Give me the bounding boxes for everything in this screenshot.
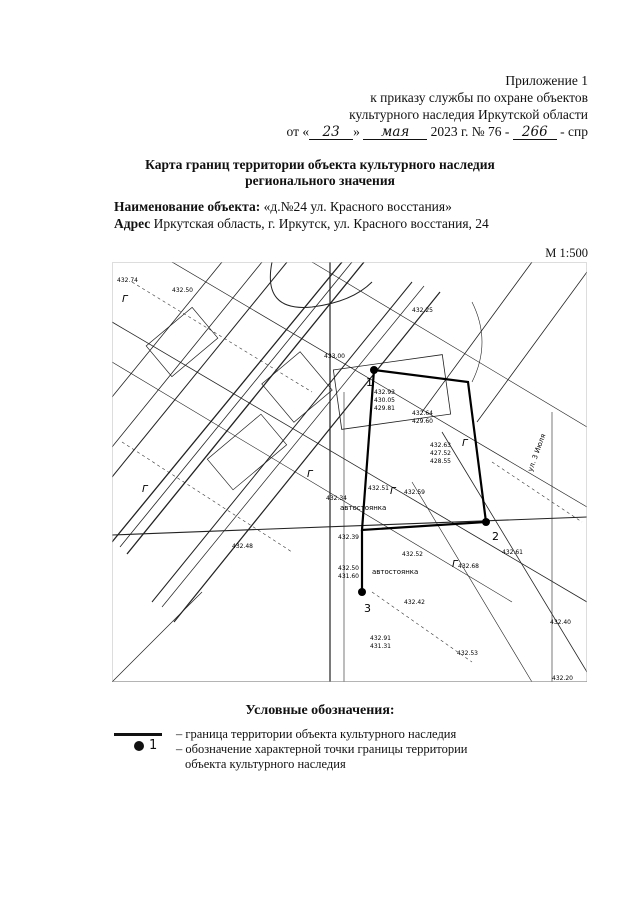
elevation-mark: 430.05	[374, 397, 395, 404]
area-letters	[122, 294, 469, 570]
boundary-point-3-label: 3	[364, 602, 371, 615]
area-text: ул. 3 Июля	[526, 432, 548, 473]
object-name-row	[114, 198, 489, 215]
elevation-mark: 432.63	[430, 442, 451, 449]
elevation-mark: 432.34	[326, 495, 347, 502]
elevation-mark: 429.81	[374, 405, 395, 412]
object-name-value: «д.№24 ул. Красного восстания»	[263, 199, 452, 214]
legend-boundary-line-symbol	[114, 733, 162, 736]
order-year: 2023 г. № 76 -	[430, 124, 510, 139]
document-title	[0, 157, 640, 189]
area-text: автостоянка	[340, 504, 387, 512]
elevation-mark: 432.39	[338, 534, 359, 541]
elevation-mark: 432.48	[232, 543, 253, 550]
legend-point-symbol	[134, 741, 144, 751]
elevation-mark: 431.60	[338, 573, 359, 580]
area-letter: Г	[307, 469, 313, 480]
elevation-mark: 432.53	[457, 650, 478, 657]
boundary-point-1-label: 1	[366, 376, 373, 389]
order-day: 23	[309, 126, 353, 140]
elevation-mark: 432.52	[402, 551, 423, 558]
elevation-mark: 432.93	[374, 389, 395, 396]
map-hatching	[122, 282, 582, 662]
map-linework	[112, 262, 587, 682]
elevation-mark: 431.31	[370, 643, 391, 650]
boundary-point-1-marker	[370, 366, 378, 374]
map-scale: М 1:500	[545, 246, 588, 260]
object-address-value: Иркутская область, г. Иркутск, ул. Красного восстания, 24	[153, 216, 489, 231]
order-prefix: от «	[286, 124, 310, 139]
order-mid: »	[353, 124, 360, 139]
order-suffix: - спр	[560, 124, 588, 139]
elevation-mark: 429.60	[412, 418, 433, 425]
elevation-mark: 432.51	[368, 485, 389, 492]
elevation-mark: 432.74	[117, 277, 138, 284]
object-name-label: Наименование объекта:	[114, 199, 261, 214]
object-address-label: Адрес	[114, 216, 151, 231]
area-text: автостоянка	[372, 568, 419, 576]
boundary-point-2-label: 2	[492, 530, 499, 543]
elevation-mark: 432.91	[370, 635, 391, 642]
elevation-mark: 432.25	[412, 307, 433, 314]
boundary-point-2-marker	[482, 518, 490, 526]
elevation-mark: 432.59	[404, 489, 425, 496]
legend-title: Условные обозначения:	[245, 703, 395, 718]
elevation-mark: 433.00	[324, 353, 345, 360]
area-letter: Г	[462, 438, 468, 449]
legend-point-text-2: объекта культурного наследия	[185, 757, 346, 771]
elevation-mark: 432.42	[404, 599, 425, 606]
appendix-line-1: Приложение 1	[505, 73, 588, 88]
area-letter: Г	[452, 559, 458, 570]
elevation-mark: 432.50	[338, 565, 359, 572]
object-info	[114, 198, 489, 232]
order-month: мая	[363, 126, 427, 140]
legend-boundary-text: – граница территории объекта культурного наследия	[176, 727, 457, 741]
elevation-mark: 432.64	[412, 410, 433, 417]
appendix-line-3: культурного наследия Иркутской области	[349, 107, 588, 122]
order-number: 266	[513, 126, 557, 140]
area-letter: Г	[142, 484, 148, 495]
boundary-map	[112, 262, 587, 682]
elevation-mark: 432.40	[550, 619, 571, 626]
appendix-header	[228, 72, 588, 140]
elevation-mark: 427.52	[430, 450, 451, 457]
elevation-mark: 428.55	[430, 458, 451, 465]
elevation-mark: 432.20	[552, 675, 573, 682]
title-line-1: Карта границ территории объекта культурного наследия	[145, 157, 495, 172]
area-letter: Г	[122, 294, 128, 305]
elevation-marks	[117, 277, 573, 682]
appendix-order-line	[228, 123, 588, 140]
area-letter: Г	[390, 486, 396, 497]
appendix-line-2: к приказу службы по охране объектов	[370, 90, 588, 105]
object-address-row	[114, 215, 489, 232]
elevation-mark: 432.68	[458, 563, 479, 570]
elevation-mark: 432.61	[502, 549, 523, 556]
legend-point-number: 1	[149, 738, 158, 753]
elevation-mark: 432.50	[172, 287, 193, 294]
legend-point-text-1: – обозначение характерной точки границы территории	[176, 742, 468, 756]
title-line-2: регионального значения	[245, 173, 395, 188]
survey-map-drawing	[112, 262, 587, 682]
